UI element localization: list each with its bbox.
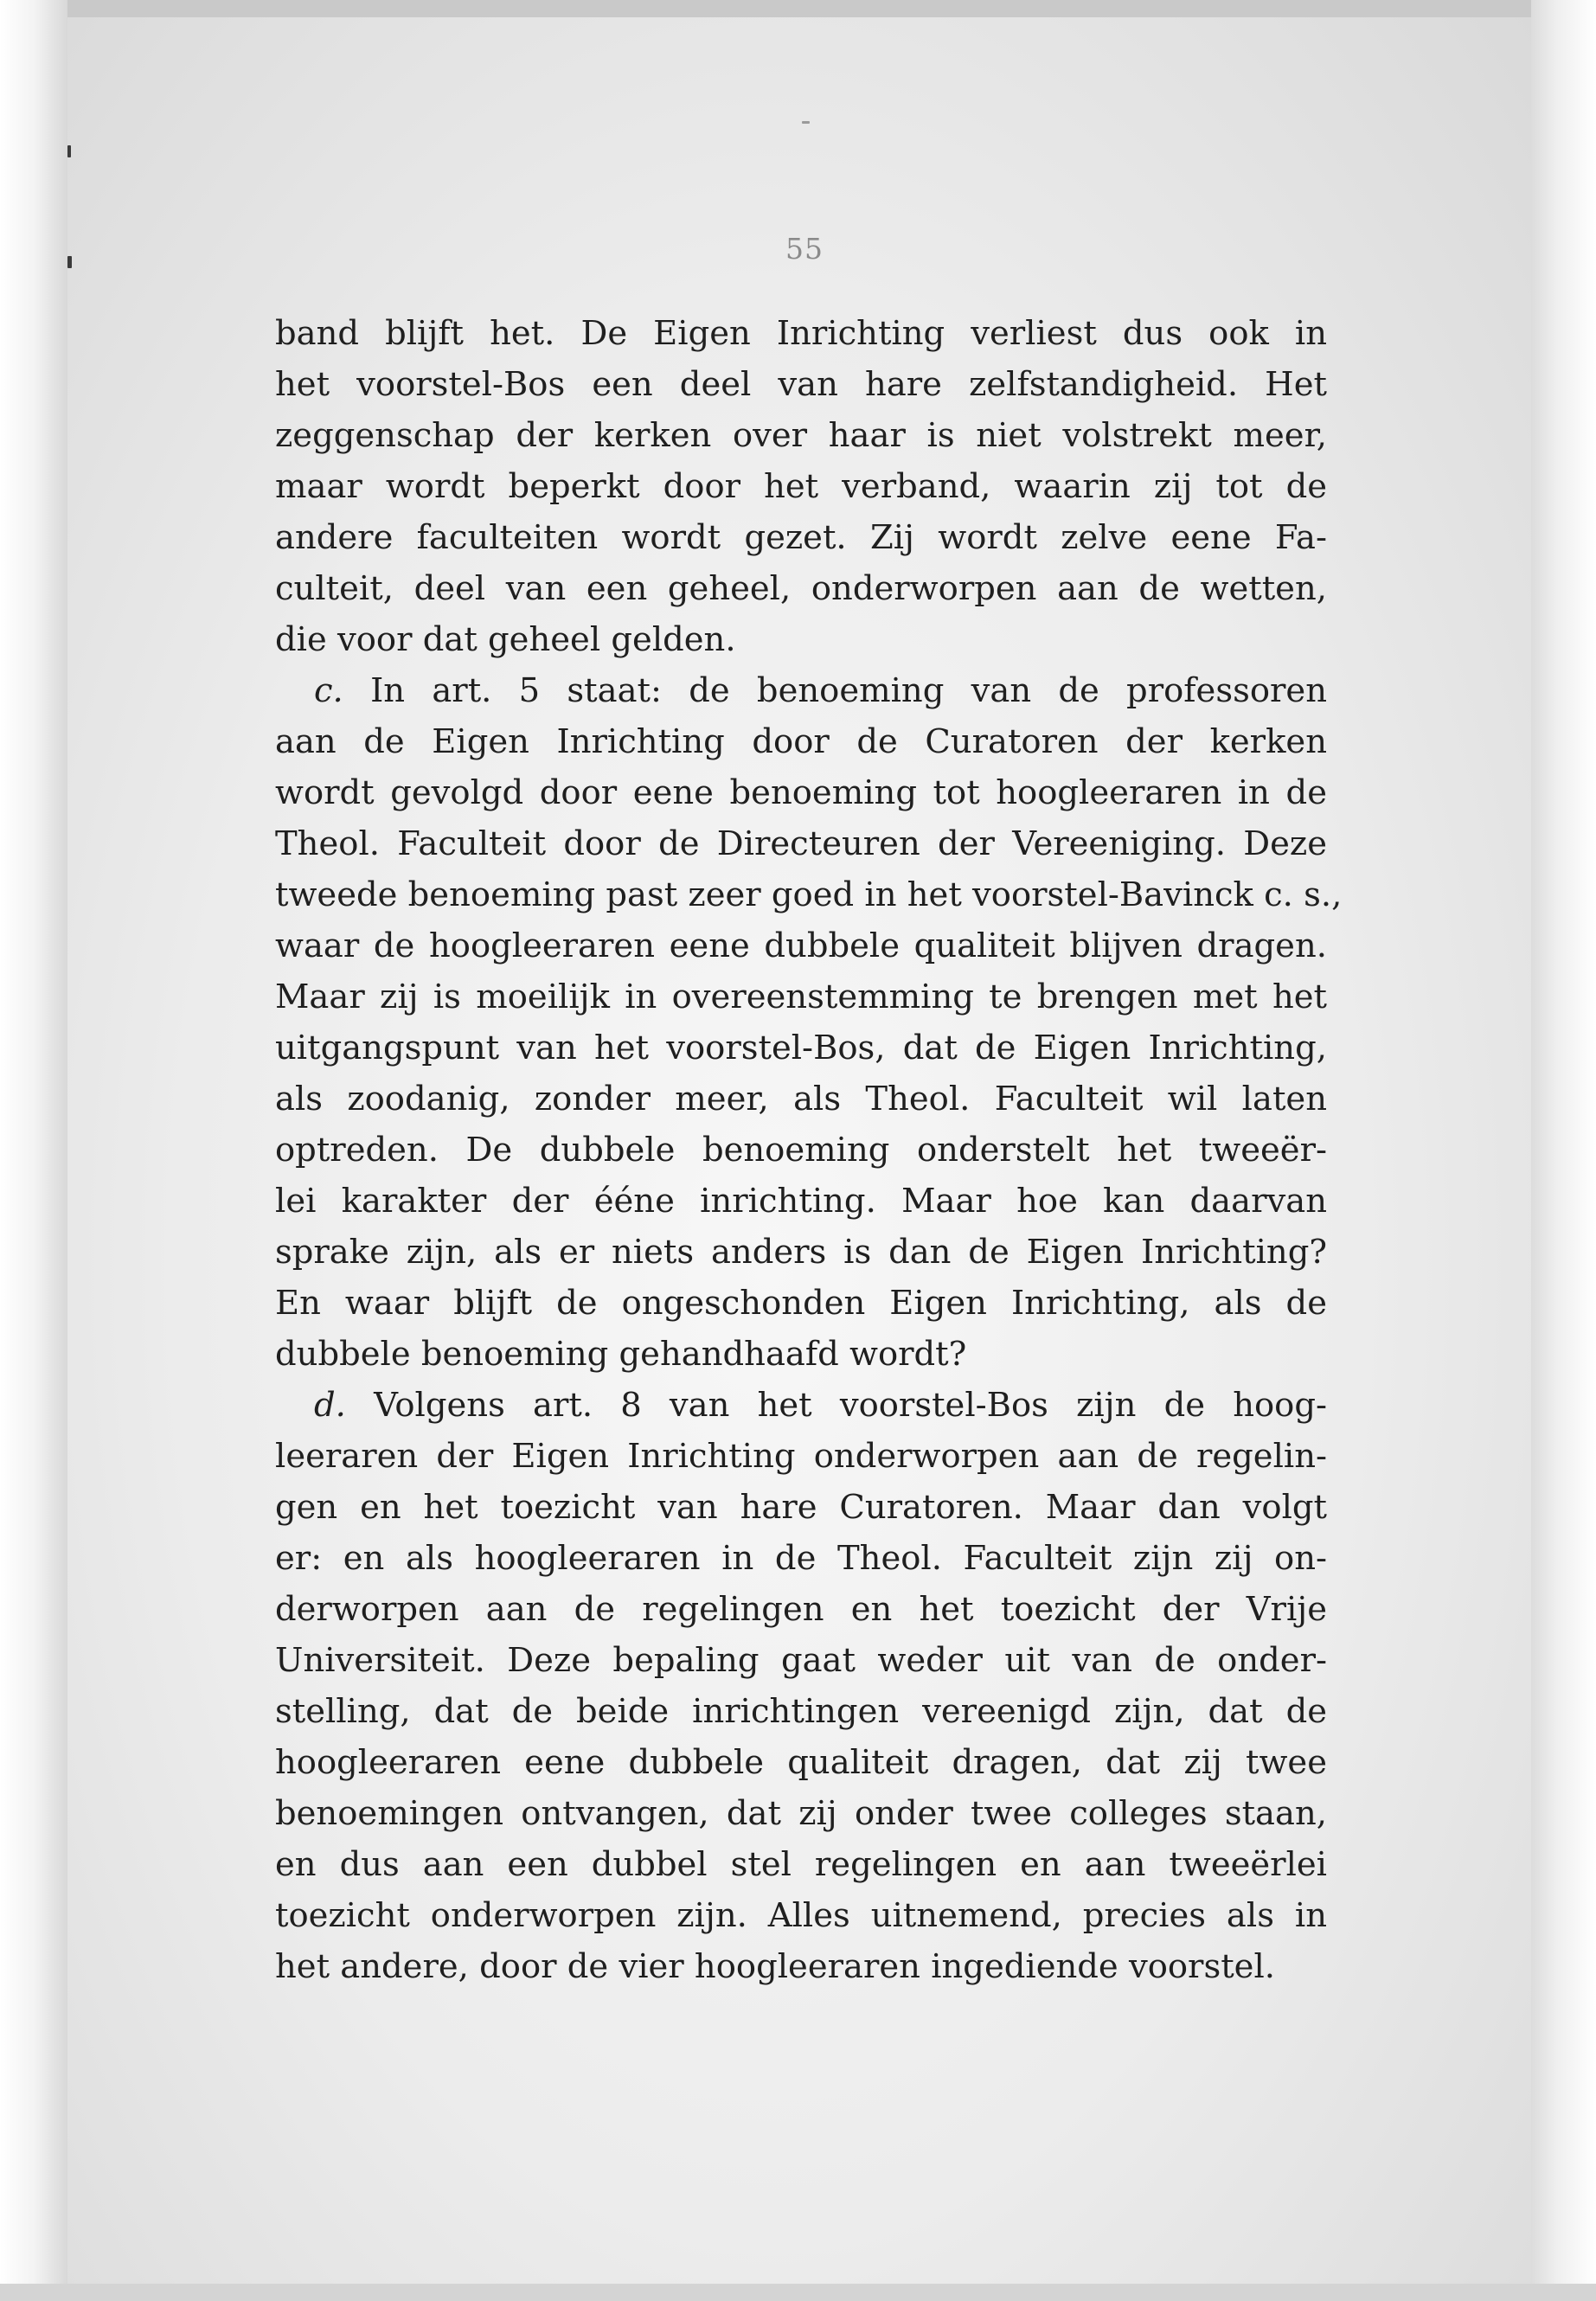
text-line: het andere, door de vier hoogleeraren ingediende voorstel. (275, 1947, 1276, 1986)
scan-border-bottom (0, 2284, 1596, 2301)
paragraph-letter-c: c. (314, 671, 343, 710)
text-line: benoemingen ontvangen, dat zij onder twee colleges staan, (275, 1794, 1327, 1833)
text-line: als zoodanig, zonder meer, als Theol. Faculteit wil laten (275, 1080, 1327, 1118)
text-line: er: en als hoogleeraren in de Theol. Faculteit zijn zij on- (275, 1539, 1327, 1578)
scan-artifact (67, 145, 71, 157)
scan-border-left (0, 0, 67, 2301)
text-line: waar de hoogleeraren eene dubbele qualiteit blijven dragen. (275, 926, 1327, 965)
text-line: zeggenschap der kerken over haar is niet volstrekt meer, (275, 416, 1327, 455)
scan-border-top (0, 0, 1596, 17)
text-line: lei karakter der ééne inrichting. Maar hoe kan daarvan (275, 1182, 1327, 1221)
text-line: Maar zij is moeilijk in overeenstemming te brengen met het (275, 977, 1327, 1016)
body-text (275, 308, 1343, 1992)
text-line: In art. 5 staat: de benoeming van de professoren (370, 671, 1327, 710)
scan-artifact (67, 256, 72, 268)
scan-border-right (1531, 0, 1596, 2301)
text-line: gen en het toezicht van hare Curatoren. Maar dan volgt (275, 1488, 1327, 1527)
text-line: uitgangspunt van het voorstel-Bos, dat de Eigen Inrichting, (275, 1029, 1327, 1067)
text-line: aan de Eigen Inrichting door de Curatoren der kerken (275, 722, 1327, 761)
text-line: culteit, deel van een geheel, onderworpen aan de wetten, (275, 569, 1327, 608)
text-line: hoogleeraren eene dubbele qualiteit dragen, dat zij twee (275, 1743, 1327, 1782)
paragraph-c-first-line (275, 665, 1327, 716)
text-line: dubbele benoeming gehandhaafd wordt? (275, 1335, 967, 1374)
text-line: Volgens art. 8 van het voorstel-Bos zijn de hoog- (374, 1386, 1327, 1425)
page-number: 55 (785, 232, 824, 266)
scan-artifact (802, 121, 810, 124)
text-line: Theol. Faculteit door de Directeuren der Vereeniging. Deze (275, 824, 1327, 863)
text-line: stelling, dat de beide inrichtingen vereenigd zijn, dat de (275, 1692, 1327, 1731)
paragraph-d-first-line (275, 1380, 1327, 1431)
text-line: het voorstel-Bos een deel van hare zelfstandigheid. Het (275, 365, 1327, 404)
text-line: andere faculteiten wordt gezet. Zij wordt zelve eene Fa- (275, 518, 1327, 557)
text-line: die voor dat geheel gelden. (275, 620, 736, 659)
text-line: optreden. De dubbele benoeming onderstelt het tweeër- (275, 1131, 1327, 1170)
text-line: sprake zijn, als er niets anders is dan de Eigen Inrichting? (275, 1233, 1327, 1272)
text-line: wordt gevolgd door eene benoeming tot hoogleeraren in de (275, 773, 1327, 812)
text-line: maar wordt beperkt door het verband, waarin zij tot de (275, 467, 1327, 506)
text-line: tweede benoeming past zeer goed in het voorstel-Bavinck c. s., (275, 875, 1343, 914)
text-line: leeraren der Eigen Inrichting onderworpen aan de regelin- (275, 1437, 1327, 1476)
text-line: band blijft het. De Eigen Inrichting verliest dus ook in (275, 314, 1327, 353)
text-line: derworpen aan de regelingen en het toezicht der Vrije (275, 1590, 1327, 1629)
text-line: en dus aan een dubbel stel regelingen en aan tweeërlei (275, 1845, 1327, 1884)
paragraph-letter-d: d. (314, 1386, 346, 1425)
text-line: toezicht onderworpen zijn. Alles uitnemend, precies als in (275, 1896, 1327, 1935)
text-line: Universiteit. Deze bepaling gaat weder uit van de onder- (275, 1641, 1327, 1680)
text-line: En waar blijft de ongeschonden Eigen Inrichting, als de (275, 1284, 1327, 1323)
